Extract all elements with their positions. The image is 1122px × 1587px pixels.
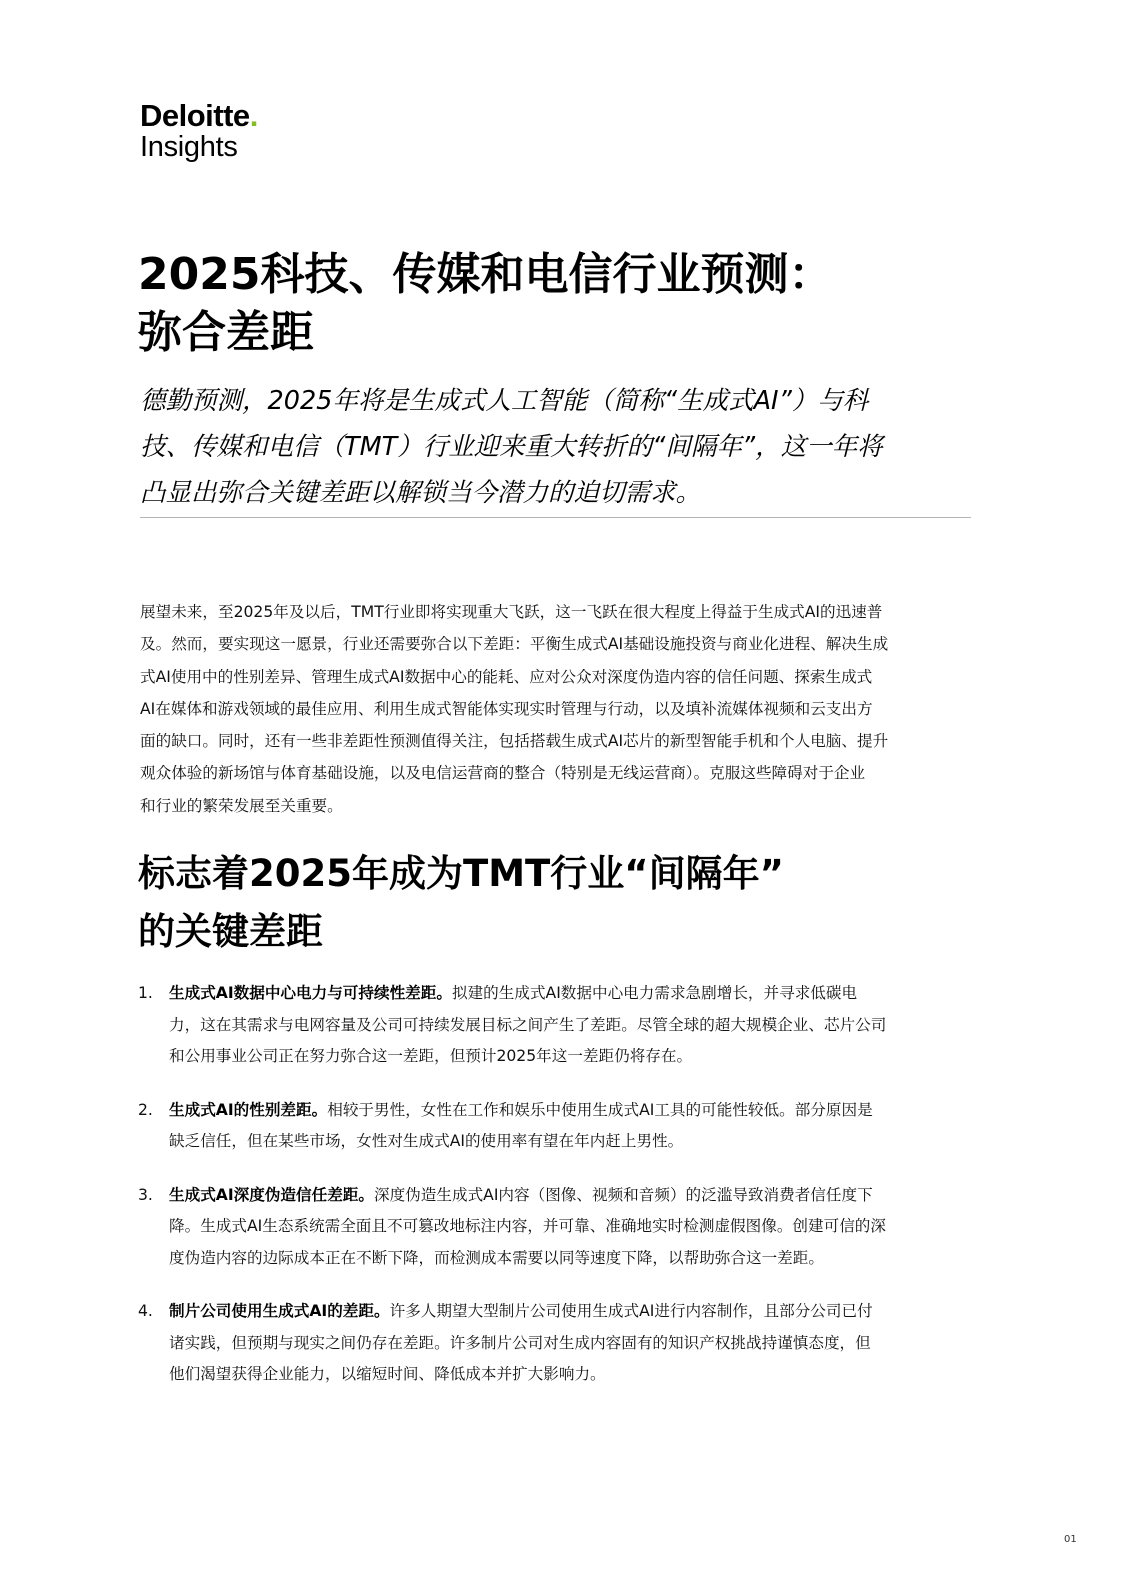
list-item-number: 4. — [138, 1302, 153, 1320]
intro-paragraph — [140, 596, 980, 822]
intro-line: 面的缺口。同时，还有一些非差距性预测值得关注，包括搭载生成式AI芯片的新型智能手机和个人电脑、提升 — [140, 732, 889, 751]
list-item-lead: 生成式AI数据中心电力与可持续性差距。 — [169, 984, 452, 1002]
deloitte-insights-logo — [140, 100, 258, 162]
page-number: 01 — [1064, 1534, 1077, 1545]
list-item-number: 2. — [138, 1100, 153, 1119]
list-item — [138, 978, 983, 1073]
logo-brand: Deloitte — [140, 98, 250, 133]
gap-list — [138, 978, 983, 1391]
list-item-lead: 生成式AI的性别差距。 — [169, 1100, 328, 1119]
list-item — [138, 1095, 983, 1158]
logo-sub: Insights — [140, 131, 238, 163]
list-item-text: 深度伪造生成式AI内容（图像、视频和音频）的泛滥导致消费者信任度下 — [374, 1185, 873, 1204]
list-item-text: 许多人期望大型制片公司使用生成式AI进行内容制作，且部分公司已付 — [389, 1302, 873, 1320]
list-item-lead: 生成式AI深度伪造信任差距。 — [169, 1185, 374, 1204]
list-item-text: 度伪造内容的边际成本正在不断下降，而检测成本需要以同等速度下降，以帮助弥合这一差距。 — [169, 1248, 824, 1267]
intro-line: 式AI使用中的性别差异、管理生成式AI数据中心的能耗、应对公众对深度伪造内容的信任问题、探索生成式 — [140, 667, 873, 686]
list-item-number: 1. — [138, 984, 153, 1002]
intro-line: AI在媒体和游戏领域的最佳应用、利用生成式智能体实现实时管理与行动，以及填补流媒体视频和云支出方 — [140, 699, 873, 718]
title-line: 弥合差距 — [138, 307, 314, 358]
title-line: 2025科技、传媒和电信行业预测： — [138, 249, 833, 300]
intro-line: 观众体验的新场馆与体育基础设施，以及电信运营商的整合（特别是无线运营商）。克服这些障碍对于企业 — [140, 764, 866, 783]
list-item — [138, 1296, 983, 1391]
page-subtitle — [140, 378, 980, 516]
list-item-text: 拟建的生成式AI数据中心电力需求急剧增长，并寻求低碳电 — [451, 984, 858, 1002]
list-item-lead: 制片公司使用生成式AI的差距。 — [169, 1302, 390, 1320]
list-item-text: 相较于男性，女性在工作和娱乐中使用生成式AI工具的可能性较低。部分原因是 — [327, 1100, 873, 1119]
list-item — [138, 1180, 983, 1275]
section-heading-line: 的关键差距 — [138, 910, 323, 953]
intro-line: 及。然而，要实现这一愿景，行业还需要弥合以下差距：平衡生成式AI基础设施投资与商业化进程、解决生成 — [140, 635, 889, 654]
intro-line: 和行业的繁荣发展至关重要。 — [140, 796, 343, 815]
list-item-text: 降。生成式AI生态系统需全面且不可篡改地标注内容，并可靠、准确地实时检测虚假图像。创建可信的深 — [169, 1217, 886, 1235]
intro-line: 展望未来，至2025年及以后，TMT行业即将实现重大飞跃，这一飞跃在很大程度上得益于生成式AI的迅速普 — [140, 603, 883, 621]
section-heading — [138, 845, 978, 961]
logo-dot: . — [249, 98, 258, 133]
list-item-number: 3. — [138, 1185, 153, 1204]
list-item-text: 和公用事业公司正在努力弥合这一差距，但预计2025年这一差距仍将存在。 — [169, 1047, 693, 1065]
page-title — [138, 246, 978, 362]
list-item-text: 他们渴望获得企业能力，以缩短时间、降低成本并扩大影响力。 — [169, 1365, 606, 1383]
list-item-text: 力，这在其需求与电网容量及公司可持续发展目标之间产生了差距。尽管全球的超大规模企业、芯片公司 — [169, 1015, 887, 1034]
subtitle-line: 凸显出弥合关键差距以解锁当今潜力的迫切需求。 — [140, 478, 702, 508]
subtitle-line: 技、传媒和电信（TMT）行业迎来重大转折的“间隔年”，这一年将 — [140, 432, 883, 462]
section-heading-line: 标志着2025年成为TMT行业“间隔年” — [138, 852, 784, 895]
list-item-text: 诸实践，但预期与现实之间仍存在差距。许多制片公司对生成内容固有的知识产权挑战持谨慎态度，但 — [169, 1333, 871, 1352]
divider — [140, 517, 971, 518]
subtitle-line: 德勤预测，2025年将是生成式人工智能（简称“生成式AI”）与科 — [140, 386, 869, 416]
list-item-text: 缺乏信任，但在某些市场，女性对生成式AI的使用率有望在年内赶上男性。 — [169, 1132, 684, 1150]
